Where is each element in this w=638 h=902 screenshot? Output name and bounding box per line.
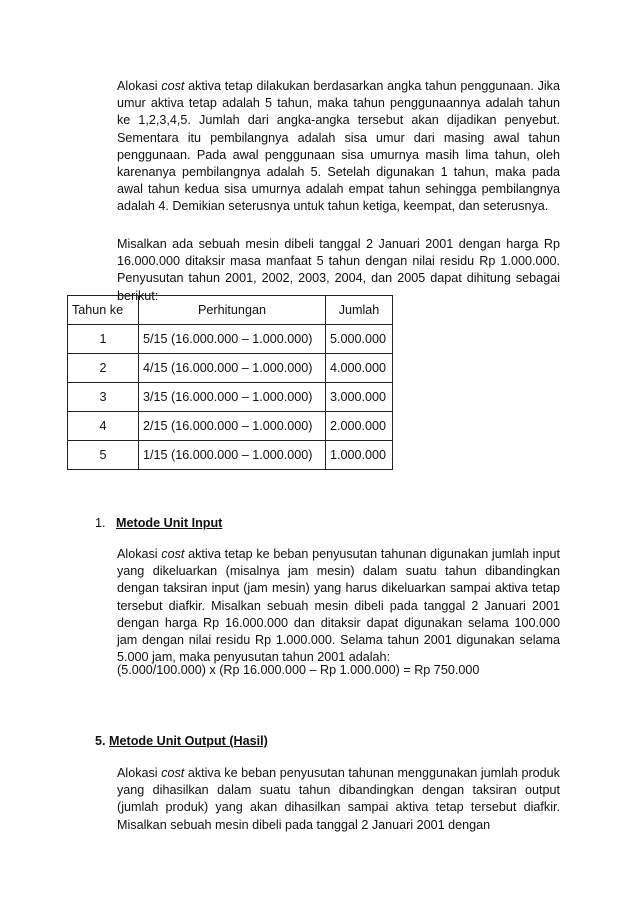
section2-number: 5. bbox=[95, 734, 106, 748]
table-cell-year: 5 bbox=[68, 441, 139, 470]
paragraph-intro bbox=[117, 78, 560, 216]
table-row bbox=[68, 325, 393, 354]
section1-paragraph bbox=[117, 546, 560, 666]
table-cell-calc: 5/15 (16.000.000 – 1.000.000) bbox=[139, 325, 326, 354]
table-cell-calc: 2/15 (16.000.000 – 1.000.000) bbox=[139, 412, 326, 441]
table-header-tahun: Tahun ke bbox=[68, 296, 139, 325]
depreciation-table bbox=[67, 295, 393, 470]
section2-heading bbox=[95, 734, 268, 748]
para1-italic-cost: cost bbox=[161, 79, 185, 93]
section2-paragraph bbox=[117, 765, 560, 834]
table-header-row bbox=[68, 296, 393, 325]
table-row bbox=[68, 383, 393, 412]
section2-lead: Alokasi bbox=[117, 766, 162, 780]
section1-italic-cost: cost bbox=[161, 547, 185, 561]
table-cell-calc: 3/15 (16.000.000 – 1.000.000) bbox=[139, 383, 326, 412]
section1-number: 1. bbox=[95, 516, 106, 530]
table-cell-amount: 3.000.000 bbox=[326, 383, 393, 412]
table-cell-amount: 2.000.000 bbox=[326, 412, 393, 441]
table-header-perhitungan: Perhitungan bbox=[139, 296, 326, 325]
section1-heading bbox=[95, 516, 222, 530]
paragraph-example: Misalkan ada sebuah mesin dibeli tanggal 2 Januari 2001 dengan harga Rp 16.000.000 ditaksir masa manfaat 5 tahun dengan nilai residu Rp 1.000.000. Penyusutan tahun 2001, 2002, 2003, 2004, dan 2005 dapat dihitung sebagai berikut: bbox=[117, 237, 560, 303]
table-cell-amount: 1.000.000 bbox=[326, 441, 393, 470]
table-cell-year: 3 bbox=[68, 383, 139, 412]
section1-formula: (5.000/100.000) x (Rp 16.000.000 – Rp 1.000.000) = Rp 750.000 bbox=[117, 663, 480, 677]
table-row bbox=[68, 412, 393, 441]
para1-rest: aktiva tetap dilakukan berdasarkan angka tahun penggunaan. Jika umur aktiva tetap adalah 5 tahun, maka tahun penggunaannya adalah tahun ke 1,2,3,4,5. Jumlah dari angka-angka tersebut akan dijadikan penyebut. Sementara itu pembilangnya adalah sisa umur dari masing awal tahun penggunaan. Pada awal penggunaan sisa umurnya masih lima tahun, oleh karenanya pembilangnya adalah 5. Setelah digunakan 1 tahun, maka pada awal tahun kedua sisa umurnya adalah empat tahun sehingga pembilangnya adalah 4. Demikian seterusnya untuk tahun ketiga, keempat, dan seterusnya. bbox=[117, 79, 560, 214]
table-cell-year: 2 bbox=[68, 354, 139, 383]
section2-italic-cost: cost bbox=[161, 766, 185, 780]
section1-rest: aktiva tetap ke beban penyusutan tahunan digunakan jumlah input yang dikeluarkan (misalnya jam mesin) dalam suatu tahun dibandingkan dengan taksiran input (jam mesin) yang harus dikeluarkan sampai aktiva tetap tersebut diafkir. Misalkan sebuah mesin dibeli pada tanggal 2 Januari 2001 dengan harga Rp 16.000.000 dan ditaksir dapat digunakan selama 100.000 jam dengan nilai residu Rp 1.000.000. Selama tahun 2001 digunakan selama 5.000 jam, maka penyusutan tahun 2001 adalah: bbox=[117, 547, 560, 665]
table-header-jumlah: Jumlah bbox=[326, 296, 393, 325]
section1-title: Metode Unit Input bbox=[116, 516, 223, 530]
table-cell-amount: 4.000.000 bbox=[326, 354, 393, 383]
section2-rest: aktiva ke beban penyusutan tahunan menggunakan jumlah produk yang dihasilkan dalam suatu tahun dibandingkan dengan taksiran output (jumlah produk) yang akan dihasilkan sampai aktiva tetap tersebut diafkir. Misalkan sebuah mesin dibeli pada tanggal 2 Januari 2001 dengan bbox=[117, 766, 560, 832]
table-cell-calc: 4/15 (16.000.000 – 1.000.000) bbox=[139, 354, 326, 383]
table-cell-calc: 1/15 (16.000.000 – 1.000.000) bbox=[139, 441, 326, 470]
section1-lead: Alokasi bbox=[117, 547, 162, 561]
table-cell-amount: 5.000.000 bbox=[326, 325, 393, 354]
table-row bbox=[68, 441, 393, 470]
table-cell-year: 1 bbox=[68, 325, 139, 354]
para1-lead: Alokasi bbox=[117, 79, 162, 93]
table-cell-year: 4 bbox=[68, 412, 139, 441]
section2-title: Metode Unit Output (Hasil) bbox=[109, 734, 268, 748]
table-row bbox=[68, 354, 393, 383]
